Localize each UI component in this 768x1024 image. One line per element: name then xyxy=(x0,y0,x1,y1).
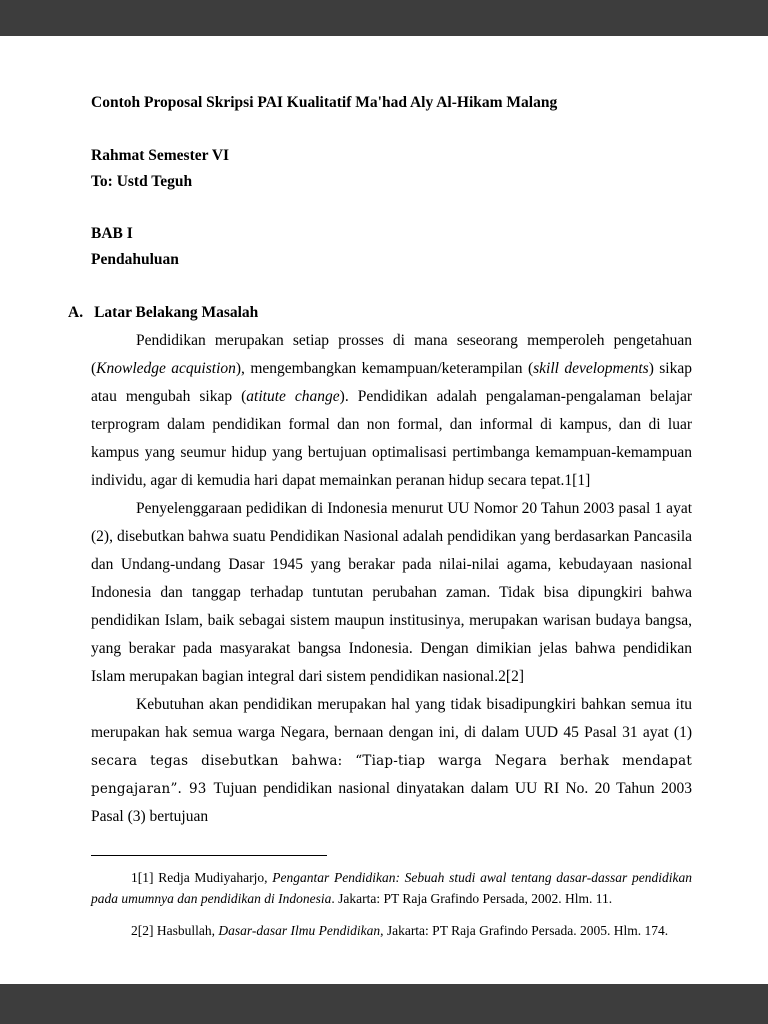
text-run: 2[2] Hasbullah, xyxy=(131,923,219,938)
section-label: A. xyxy=(68,304,84,321)
footnote-2 xyxy=(91,920,692,941)
text-run: secara tegas disebutkan bahwa: “Tiap-tiap warga Negara berhak mendapat pengajaran”. 93 xyxy=(91,753,692,797)
author-line: Rahmat Semester VI xyxy=(91,147,230,164)
text-run: Penyelenggaraan pedidikan di Indonesia menurut UU Nomor 20 Tahun 2003 pasal 1 ayat (2), disebutkan bahwa suatu Pendidikan Nasional adalah pendidikan yang berdasarkan Pancasila dan Undang-undang Dasar 1945 yang berakar pada nilai-nilai agama, kebudayaan nasional Indonesia dan tanggap terhadap tuntutan perubahan zaman. Tidak bisa dipungkiri bahwa pendidikan Islam, baik sebagai sistem maupun institusinya, merupakan warisan budaya bangsa, yang berakar pada masyarakat bangsa Indonesia. Dengan dimikian jelas bahwa pendidikan Islam merupakan bagian integral dari sistem pendidikan nasional.2[2] xyxy=(91,500,692,685)
text-run: Tujuan pendidikan nasional dinyatakan dalam UU RI No. 20 Tahun 2003 Pasal (3) bertujuan xyxy=(91,780,692,825)
paragraph-3 xyxy=(91,691,692,831)
text-run: Knowledge acquistion xyxy=(96,360,236,377)
chapter-heading: BAB I xyxy=(91,225,133,242)
text-run: Pendidikan merupakan setiap prosses di mana seseorang memperoleh pengetahuan ( xyxy=(91,332,692,377)
text-run: Kebutuhan akan pendidikan merupakan hal yang tidak bisadipungkiri bahkan semua itu merupakan hak semua warga Negara, bernaan dengan ini, di dalam UUD 45 Pasal 31 ayat (1) xyxy=(91,696,692,741)
document-meta xyxy=(91,143,692,195)
document-title: Contoh Proposal Skripsi PAI Kualitatif Ma'had Aly Al-Hikam Malang xyxy=(91,94,558,111)
footnote-separator xyxy=(91,855,327,856)
text-run: ). Pendidikan adalah pengalaman-pengalaman belajar terprogram dalam pendidikan formal dan non formal, dan informal di kampus, dan di luar kampus yang seumur hidup yang bertujuan optimalisasi pertimbanga kemampuan-kemampuan individu, agar di kemudia hari dapat memainkan peranan hidup secara tepat.1[1] xyxy=(91,388,692,489)
section-title: Latar Belakang Masalah xyxy=(94,304,259,321)
paragraph-1 xyxy=(91,327,692,495)
paragraph-2 xyxy=(91,495,692,691)
text-run: Dasar-dasar Ilmu Pendidikan xyxy=(218,923,381,938)
chapter-block xyxy=(91,221,692,273)
text-run: atitute change xyxy=(246,388,340,405)
footnote-1 xyxy=(91,867,692,909)
text-run: ), mengembangkan kemampuan/keterampilan ( xyxy=(235,360,534,377)
text-run: 1[1] Redja Mudiyaharjo, xyxy=(131,870,273,885)
text-run: ) sikap atau mengubah sikap ( xyxy=(91,360,692,405)
viewer-bottom-bar xyxy=(0,984,768,1024)
viewer-top-bar xyxy=(0,0,768,36)
document-page xyxy=(0,36,768,984)
text-run: skill developments xyxy=(533,360,649,377)
chapter-subheading: Pendahuluan xyxy=(91,251,179,268)
text-run: Pengantar Pendidikan: Sebuah studi awal tentang dasar-dassar pendidikan pada umumnya dan pendidikan di Indonesia xyxy=(91,870,693,906)
recipient-line: To: Ustd Teguh xyxy=(91,173,193,190)
text-run: . Jakarta: PT Raja Grafindo Persada, 2002. Hlm. 11. xyxy=(331,891,613,906)
text-run: , Jakarta: PT Raja Grafindo Persada. 2005. Hlm. 174. xyxy=(380,923,669,938)
section-heading xyxy=(68,299,692,327)
